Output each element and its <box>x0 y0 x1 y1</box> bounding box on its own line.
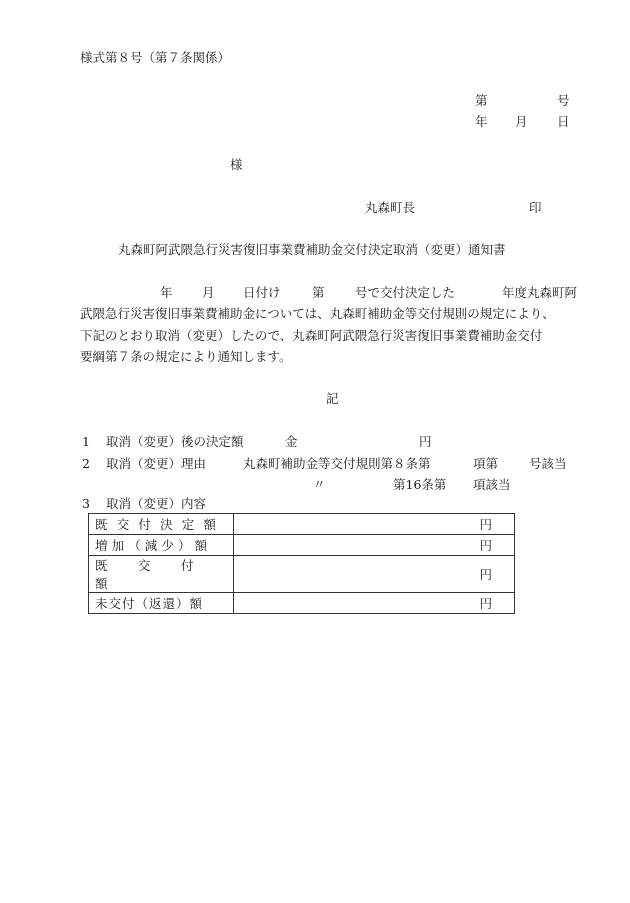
item2-rule: 丸森町補助金等交付規則第８条第 <box>243 456 431 471</box>
row-label-mikofu-henkan: 未交付（返還）額 <box>89 593 234 614</box>
item1-yen: 円 <box>419 434 432 449</box>
sender-title: 丸森町長 <box>365 200 416 215</box>
body-line-4: 要綱第７条の規定により通知します。 <box>80 349 292 364</box>
item2-ko2: 項該当 <box>473 477 511 492</box>
row-label-kikofu: 既交付額 <box>89 556 234 593</box>
item1-number: 1 <box>82 434 90 449</box>
doc-no-go: 号 <box>557 93 570 108</box>
item2-number: 2 <box>82 456 90 471</box>
row-label-zoka-genshou: 増加（減少）額 <box>89 535 234 556</box>
item2-rule2: 第16条第 <box>393 477 447 492</box>
form-number: 様式第８号（第７条関係） <box>80 50 231 65</box>
row-amount-cell[interactable]: 円 <box>234 535 515 556</box>
date-year: 年 <box>475 114 488 129</box>
row-label-kikofu-kettei: 既交付決定額 <box>89 514 234 535</box>
item3-number: 3 <box>82 496 90 511</box>
body-dai: 第 <box>312 285 325 300</box>
row-amount-cell[interactable]: 円 <box>234 556 515 593</box>
item2-ko: 項第 <box>473 456 499 471</box>
table-row <box>89 556 515 593</box>
date-day: 日 <box>557 114 570 129</box>
body-go: 号で交付決定した <box>355 285 456 300</box>
item2-ditto-mark: 〃 <box>313 477 326 492</box>
body-nendo: 年度丸森町阿 <box>502 285 578 300</box>
document-title: 丸森町阿武隈急行災害復旧事業費補助金交付決定取消（変更）通知書 <box>118 242 506 257</box>
body-date: 日付け <box>243 285 281 300</box>
item3-label: 取消（変更）内容 <box>106 496 207 511</box>
body-line-2: 武隈急行災害復旧事業費補助金については、丸森町補助金等交付規則の規定により、 <box>80 306 555 321</box>
cancellation-detail-table <box>88 513 515 614</box>
doc-no-dai: 第 <box>475 93 488 108</box>
body-year: 年 <box>160 285 173 300</box>
date-month: 月 <box>515 114 528 129</box>
item1-label: 取消（変更）後の決定額 <box>106 434 244 449</box>
body-month: 月 <box>202 285 215 300</box>
table-row <box>89 535 515 556</box>
table-row <box>89 514 515 535</box>
row-amount-cell[interactable]: 円 <box>234 514 515 535</box>
item2-gaito: 号該当 <box>529 456 567 471</box>
table-row <box>89 593 515 614</box>
addressee-suffix: 様 <box>230 157 243 172</box>
row-amount-cell[interactable]: 円 <box>234 593 515 614</box>
ki-heading: 記 <box>326 391 339 406</box>
seal-mark: 印 <box>529 200 542 215</box>
item1-kin: 金 <box>285 434 298 449</box>
body-line-3: 下記のとおり取消（変更）したので、丸森町阿武隈急行災害復旧事業費補助金交付 <box>80 328 543 343</box>
item2-label: 取消（変更）理由 <box>106 456 207 471</box>
